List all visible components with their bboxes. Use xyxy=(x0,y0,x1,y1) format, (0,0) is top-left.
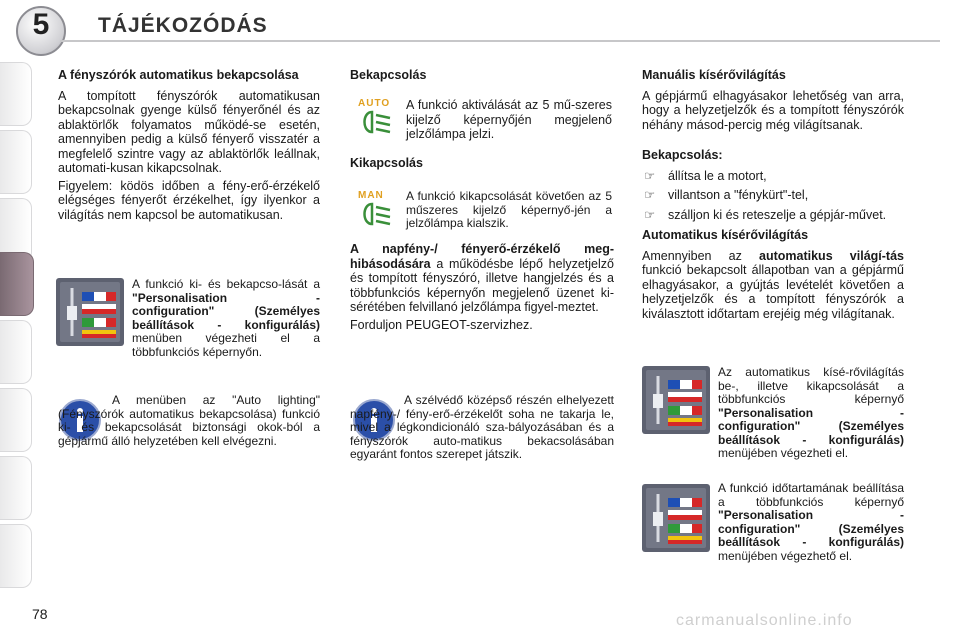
pointing-hand-icon: ☞ xyxy=(644,188,656,202)
chapter-tab[interactable] xyxy=(0,388,32,452)
paragraph: Forduljon PEUGEOT-szervizhez. xyxy=(350,317,533,332)
fault-section xyxy=(350,242,614,335)
on-text: A funkció aktiválását az 5 mű-szeres kijelző képernyőjén megjelenő jelzőlámpa jelzi. xyxy=(406,98,612,141)
column-1 xyxy=(58,68,320,225)
column-2-header xyxy=(350,68,614,89)
info-note: A menüben az "Auto lighting" (Fényszórók automatikus bekapcsolása) funkció ki- és bekapcsolását biztonsági okok-ból a gépjármű álló helyzetében kell elvégezni. xyxy=(58,393,320,448)
chapter-tab[interactable] xyxy=(0,456,32,520)
auto-bold: automatikus világí-tás xyxy=(759,248,904,263)
menu-path-bold: "Personalisation - configuration" (Személyes beállítások - konfigurálás) xyxy=(718,508,904,549)
chapter-tab[interactable] xyxy=(0,130,32,194)
menu-note-text: menüjében végezhető el. xyxy=(718,548,853,563)
menu-note-text: menüben végezheti el a többfunkciós képernyőn. xyxy=(132,331,320,359)
chapter-tab[interactable] xyxy=(0,524,32,588)
paragraph: A gépjármű elhagyásakor lehetőség van arra, hogy a helyzetjelzők és a tompított fényszórók néhány másod-percig még világítsanak. xyxy=(642,88,904,132)
headlamp-icon xyxy=(358,201,394,227)
info-note: A szélvédő középső részén elhelyezett napfény-/ fény-erő-érzékelőt soha ne takarja le, mivel a légkondicionáló sza-bályozásában és a fényszórók auto-matikus bekacsolásában egyaránt fontos szerepet játszik. xyxy=(350,393,614,461)
menu-note xyxy=(718,366,904,461)
chapter-tab[interactable] xyxy=(0,62,32,126)
auto-lamp-indicator-icon xyxy=(358,98,398,138)
step-text: villantson a "fénykürt"-tel, xyxy=(668,188,809,202)
menu-path-bold: "Personalisation - configuration" (Személyes beállítások - konfigurálás) xyxy=(718,405,904,447)
section-heading: Kikapcsolás xyxy=(350,156,423,170)
step-text: állítsa le a motort, xyxy=(668,168,767,183)
man-lamp-label: MAN xyxy=(358,190,384,201)
pointing-hand-icon: ☞ xyxy=(644,168,656,183)
auto-text: funkció bekapcsolt állapotban van a gépjármű elhagyásakor, a gyújtás levételét követően a helyzetjelzők és a tompított fényszórók a kiválasztott időtartam erejéig még világítanak. xyxy=(642,263,904,321)
headlamp-icon xyxy=(358,109,394,135)
list-item xyxy=(642,169,904,184)
off-section xyxy=(350,156,614,177)
chapter-tab-active[interactable] xyxy=(0,252,34,316)
page-number: 78 xyxy=(32,606,48,622)
fault-text: a működésbe lépő helyzetjelző és tompított fényszóró, illetve hangjelzés és a többfunkciós képernyőn megjelenő üzenet ki-sérétében felvillanó jelzőlámpa figyel-meztet. xyxy=(350,256,614,314)
menu-note-text: Az automatikus kísé-rővilágítás be-, illetve kikapcsolását a többfunkciós képernyő xyxy=(718,365,904,406)
settings-sliders-icon xyxy=(642,366,710,434)
menu-note-text: menüjében végezheti el. xyxy=(718,446,849,460)
menu-note xyxy=(718,482,904,563)
fault-bold: A napfény-/ fényerő-érzékelő meg-hibásodására xyxy=(350,242,614,271)
auto-lamp-label: AUTO xyxy=(358,98,391,109)
man-lamp-indicator-icon xyxy=(358,190,398,230)
paragraph: A tompított fényszórók automatikusan bekapcsolnak gyenge külső fényerőnél és az ablaktörlők folyamatos működé-se esetén, amennyiben pedig a külső fényerő visszatér a megfelelő szintre vagy az ablaktörlők leállnak, automati-kusan kikapcsolnak. xyxy=(58,88,320,175)
paragraph xyxy=(642,249,904,322)
steps-heading: Bekapcsolás: xyxy=(642,148,723,162)
section-heading: A fényszórók automatikus bekapcsolása xyxy=(58,68,299,82)
settings-sliders-icon xyxy=(642,484,710,552)
steps-list xyxy=(642,169,904,223)
section-heading: Manuális kísérővilágítás xyxy=(642,68,786,82)
column-3 xyxy=(642,68,904,324)
step-text: szálljon ki és reteszelje a gépjár-művet. xyxy=(668,207,887,222)
chapter-number-badge: 5 xyxy=(16,6,66,56)
section-heading: Bekapcsolás xyxy=(350,68,427,82)
title-divider xyxy=(60,40,940,42)
paragraph: Figyelem: ködös időben a fény-erő-érzékelő elégséges fényerőt érzékelhet, így ilyenkor a világítás nem kapcsol be automatikusan. xyxy=(58,178,320,222)
settings-sliders-icon xyxy=(56,278,124,346)
auto-text: Amennyiben az xyxy=(642,248,760,263)
watermark: carmanualsonline.info xyxy=(676,612,853,629)
menu-note xyxy=(132,278,320,359)
list-item xyxy=(642,208,904,223)
page-title: TÁJÉKOZÓDÁS xyxy=(98,14,268,37)
off-text: A funkció kikapcsolását követően az 5 műszeres kijelző képernyő-jén a jelzőlámpa kialszik. xyxy=(406,189,612,230)
paragraph xyxy=(350,242,614,315)
pointing-hand-icon: ☞ xyxy=(644,207,656,222)
section-heading: Automatikus kísérővilágítás xyxy=(642,228,809,242)
list-item xyxy=(642,188,904,203)
menu-note-text: A funkció ki- és bekapcso-lását a xyxy=(132,277,320,291)
menu-note-text: A funkció időtartamának beállítása a többfunkciós képernyő xyxy=(718,481,904,509)
chapter-tabs xyxy=(0,0,40,640)
chapter-tab[interactable] xyxy=(0,320,32,384)
menu-path-bold: "Personalisation - configuration" (Személyes beállítások - konfigurálás) xyxy=(132,290,320,332)
